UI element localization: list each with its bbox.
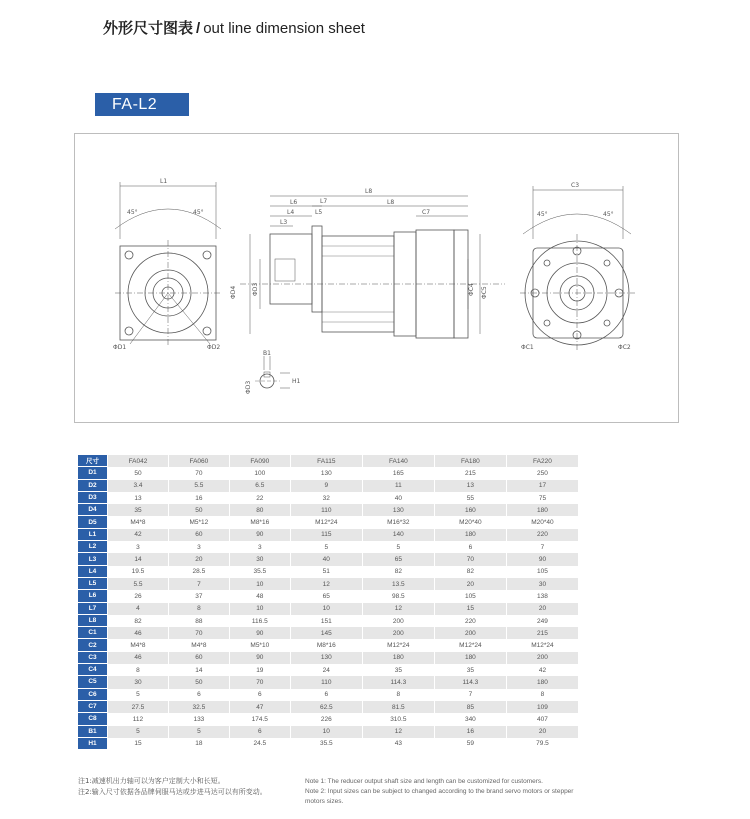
table-cell: 8 [107,664,168,676]
table-cell: 105 [506,566,578,578]
table-row-key: C6 [78,689,107,701]
table-cell: 24 [290,664,362,676]
table-row [78,566,578,578]
table-cell: 8 [362,689,434,701]
table-cell: M4*8 [107,516,168,528]
table-cell: 65 [362,553,434,565]
table-row-key: H1 [78,738,107,750]
table-cell: 46 [107,652,168,664]
table-cell: M20*40 [506,516,578,528]
table-cell: 5 [107,689,168,701]
table-header-model: FA140 [362,455,434,467]
table-cell: 19 [229,664,290,676]
table-row [78,664,578,676]
table-cell: M20*40 [434,516,506,528]
table-cell: 3 [168,541,229,553]
table-cell: 12 [290,578,362,590]
table-row [78,480,578,492]
table-cell: 55 [434,492,506,504]
table-cell: M12*24 [506,639,578,651]
table-cell: 180 [434,652,506,664]
table-cell: 88 [168,615,229,627]
table-header-model: FA115 [290,455,362,467]
page-title-cn: 外形尺寸图表 [103,19,194,37]
table-cell: 26 [107,590,168,602]
dim-label-c7: C7 [422,209,431,216]
table-cell: 47 [229,701,290,713]
table-cell: 70 [434,553,506,565]
table-row [78,689,578,701]
drawing-svg [75,134,680,424]
table-cell: 48 [229,590,290,602]
side-view [240,196,505,338]
table-cell: 6 [434,541,506,553]
table-cell: 6 [168,689,229,701]
table-cell: 60 [168,652,229,664]
table-cell: 145 [290,627,362,639]
table-cell: 3.4 [107,480,168,492]
technical-drawing [74,133,679,423]
table-cell: 3 [229,541,290,553]
table-cell: 82 [107,615,168,627]
table-row [78,726,578,738]
dim-label-angle-1: 45° [127,209,138,216]
table-cell: 11 [362,480,434,492]
table-row [78,713,578,725]
table-cell: M4*8 [168,639,229,651]
table-row [78,504,578,516]
table-row [78,590,578,602]
table-cell: 60 [168,529,229,541]
table-row [78,603,578,615]
table-cell: 50 [168,676,229,688]
table-row-key: C1 [78,627,107,639]
table-header-model: FA220 [506,455,578,467]
table-cell: 7 [434,689,506,701]
table-cell: 98.5 [362,590,434,602]
table-cell: M16*32 [362,516,434,528]
table-cell: 3 [107,541,168,553]
table-cell: M8*16 [290,639,362,651]
dim-label-angle-3: 45° [537,211,548,218]
table-cell: M8*16 [229,516,290,528]
table-cell: 42 [107,529,168,541]
table-cell: 10 [229,578,290,590]
table-cell: 114.3 [362,676,434,688]
dim-label-d1: ΦD1 [113,344,127,351]
table-cell: 100 [229,467,290,479]
table-cell: 22 [229,492,290,504]
table-cell: 35 [434,664,506,676]
table-cell: 40 [290,553,362,565]
table-cell: 174.5 [229,713,290,725]
table-cell: 180 [506,676,578,688]
dim-label-h1: H1 [292,378,301,385]
table-cell: 12 [362,603,434,615]
table-row [78,652,578,664]
table-cell: 112 [107,713,168,725]
table-cell: 18 [168,738,229,750]
table-header-model: FA090 [229,455,290,467]
table-cell: M5*10 [229,639,290,651]
dim-label-c3: C3 [571,182,580,189]
note-en-2: Note 2: Input sizes can be subject to changed according to the brand servo motors or stepper motors sizes. [305,788,574,805]
table-cell: 220 [434,615,506,627]
table-row-key: L7 [78,603,107,615]
table-cell: 180 [362,652,434,664]
table-cell: 13 [107,492,168,504]
table-cell: 32.5 [168,701,229,713]
dim-label-l5: L5 [315,209,323,216]
table-cell: 46 [107,627,168,639]
dim-label-l8: L8 [365,188,373,195]
table-header-key: 尺寸 [78,455,107,467]
table-row-key: C7 [78,701,107,713]
table-cell: 310.5 [362,713,434,725]
dim-label-l7: L7 [320,198,328,205]
table-row [78,578,578,590]
table-cell: 30 [229,553,290,565]
note-cn-2: 注2:输入尺寸依据各品牌伺服马达或步进马达可以有所变动。 [78,788,267,796]
table-cell: 62.5 [290,701,362,713]
table-row [78,467,578,479]
table-cell: 6.5 [229,480,290,492]
table-row-key: L3 [78,553,107,565]
dim-label-d3: ΦD3 [252,282,259,296]
table-cell: 13 [434,480,506,492]
page-title-separator: / [196,20,201,37]
table-cell: 200 [362,627,434,639]
dim-label-l6: L6 [290,199,298,206]
dim-label-c2: ΦC2 [618,344,631,351]
table-cell: 43 [362,738,434,750]
table-row [78,639,578,651]
table-cell: M12*24 [362,639,434,651]
table-cell: 130 [362,504,434,516]
table-cell: 20 [506,603,578,615]
table-cell: 16 [434,726,506,738]
table-cell: 28.5 [168,566,229,578]
dim-label-d4: ΦD4 [230,285,237,299]
table-cell: 14 [168,664,229,676]
table-cell: 7 [168,578,229,590]
table-row-key: L6 [78,590,107,602]
table-cell: 70 [168,627,229,639]
table-row-key: L1 [78,529,107,541]
table-row-key: L4 [78,566,107,578]
table-cell: 27.5 [107,701,168,713]
notes-cn [78,776,267,798]
dim-label-l8b: L8 [387,199,395,206]
table-cell: 79.5 [506,738,578,750]
table-cell: 5 [107,726,168,738]
table-header-model: FA060 [168,455,229,467]
table-cell: 65 [290,590,362,602]
table-cell: 19.5 [107,566,168,578]
dimension-table [78,455,578,750]
table-cell: 13.5 [362,578,434,590]
dim-label-l3: L3 [280,219,288,226]
table-cell: 6 [229,726,290,738]
table-cell: 5 [290,541,362,553]
table-row [78,738,578,750]
table-cell: 35.5 [290,738,362,750]
table-cell: 151 [290,615,362,627]
page-title-en: out line dimension sheet [203,20,365,37]
table-cell: 8 [168,603,229,615]
table-row [78,492,578,504]
table-cell: 407 [506,713,578,725]
table-cell: 35 [362,664,434,676]
table-cell: M12*24 [290,516,362,528]
table-cell: 116.5 [229,615,290,627]
table-row [78,615,578,627]
table-cell: 10 [290,603,362,615]
table-cell: 110 [290,504,362,516]
table-cell: 85 [434,701,506,713]
table-cell: 40 [362,492,434,504]
table-cell: 6 [290,689,362,701]
table-cell: 5.5 [168,480,229,492]
table-cell: 133 [168,713,229,725]
table-cell: M4*8 [107,639,168,651]
table-cell: 250 [506,467,578,479]
table-cell: 5 [362,541,434,553]
table-row-key: B1 [78,726,107,738]
page-title [103,17,365,38]
table-cell: 35 [107,504,168,516]
table-row-key: C4 [78,664,107,676]
dim-label-c4: ΦC4 [468,283,475,296]
table-cell: 249 [506,615,578,627]
dim-label-l4: L4 [287,209,295,216]
table-row-key: D5 [78,516,107,528]
shaft-section [255,356,290,388]
table-cell: 340 [434,713,506,725]
table-cell: 6 [229,689,290,701]
table-row [78,541,578,553]
dim-label-b1: B1 [263,350,271,357]
table-cell: 226 [290,713,362,725]
table-cell: 115 [290,529,362,541]
table-header-row [78,455,578,467]
table-cell: 5 [168,726,229,738]
table-cell: 82 [362,566,434,578]
table-cell: 130 [290,652,362,664]
table-cell: 42 [506,664,578,676]
table-cell: 90 [506,553,578,565]
table-header-model: FA180 [434,455,506,467]
table-cell: 16 [168,492,229,504]
table-cell: 20 [434,578,506,590]
table-cell: 75 [506,492,578,504]
table-cell: M5*12 [168,516,229,528]
table-row [78,627,578,639]
table-row [78,701,578,713]
table-cell: 51 [290,566,362,578]
table-cell: M12*24 [434,639,506,651]
table-cell: 105 [434,590,506,602]
table-cell: 15 [434,603,506,615]
table-cell: 12 [362,726,434,738]
table-cell: 138 [506,590,578,602]
notes-en [305,777,585,807]
table-cell: 200 [362,615,434,627]
table-cell: 220 [506,529,578,541]
table-cell: 180 [434,529,506,541]
table-row-key: L5 [78,578,107,590]
table-row-key: D1 [78,467,107,479]
table-row-key: L2 [78,541,107,553]
table-cell: 30 [107,676,168,688]
table-body [78,467,578,750]
table-row [78,553,578,565]
table-cell: 70 [229,676,290,688]
table-cell: 130 [290,467,362,479]
dim-label-d3-section: ΦD3 [245,380,252,394]
table-cell: 70 [168,467,229,479]
table-row-key: D4 [78,504,107,516]
table-row-key: C8 [78,713,107,725]
dim-label-l1: L1 [160,178,168,185]
table-cell: 37 [168,590,229,602]
table-cell: 215 [506,627,578,639]
table-cell: 200 [434,627,506,639]
table-row-key: D2 [78,480,107,492]
table-cell: 35.5 [229,566,290,578]
table-cell: 5.5 [107,578,168,590]
table-cell: 140 [362,529,434,541]
table-row-key: D3 [78,492,107,504]
table-cell: 9 [290,480,362,492]
table-cell: 160 [434,504,506,516]
table-cell: 200 [506,652,578,664]
table-cell: 8 [506,689,578,701]
table-cell: 7 [506,541,578,553]
dim-label-angle-4: 45° [603,211,614,218]
table-cell: 80 [229,504,290,516]
note-cn-1: 注1:减速机出力轴可以为客户定制大小和长短。 [78,777,225,785]
table-cell: 215 [434,467,506,479]
table-cell: 90 [229,529,290,541]
table-cell: 114.3 [434,676,506,688]
note-en-1: Note 1: The reducer output shaft size and length can be customized for customers. [305,778,543,785]
table-row [78,676,578,688]
dim-label-c1: ΦC1 [521,344,534,351]
table-cell: 90 [229,627,290,639]
dim-label-angle-2: 45° [193,209,204,216]
table-cell: 17 [506,480,578,492]
table-cell: 20 [506,726,578,738]
table-cell: 90 [229,652,290,664]
table-row [78,529,578,541]
dim-label-d2: ΦD2 [207,344,221,351]
table-cell: 59 [434,738,506,750]
table-row-key: C2 [78,639,107,651]
output-shaft [270,234,312,304]
table-cell: 32 [290,492,362,504]
table-cell: 30 [506,578,578,590]
table-cell: 14 [107,553,168,565]
table-cell: 24.5 [229,738,290,750]
table-cell: 4 [107,603,168,615]
table-row-key: L8 [78,615,107,627]
table-cell: 81.5 [362,701,434,713]
table-cell: 50 [107,467,168,479]
table-cell: 20 [168,553,229,565]
table-cell: 109 [506,701,578,713]
model-badge: FA-L2 [95,93,189,116]
table-cell: 10 [229,603,290,615]
table-cell: 165 [362,467,434,479]
table-cell: 180 [506,504,578,516]
table-row [78,516,578,528]
table-cell: 110 [290,676,362,688]
front-view-output [115,182,221,346]
dim-label-c5: ΦC5 [481,286,488,299]
table-cell: 82 [434,566,506,578]
table-cell: 50 [168,504,229,516]
table-header-model: FA042 [107,455,168,467]
table-cell: 10 [290,726,362,738]
table-cell: 15 [107,738,168,750]
table-row-key: C5 [78,676,107,688]
table-row-key: C3 [78,652,107,664]
